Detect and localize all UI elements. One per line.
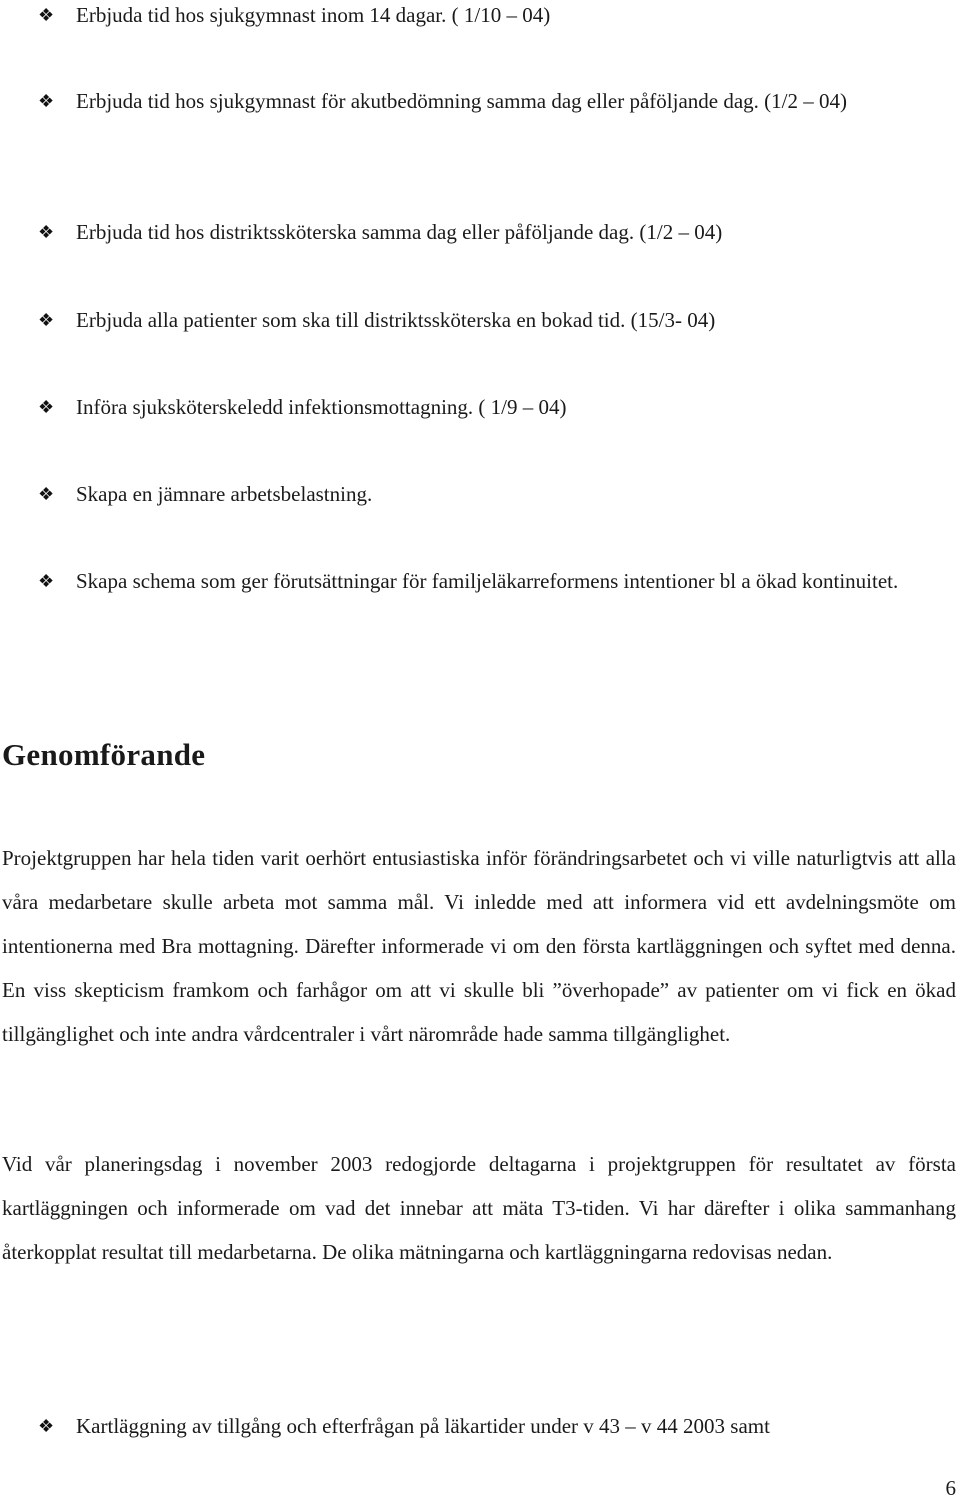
diamond-bullet-icon: ❖ [38,1416,55,1436]
diamond-bullet-icon: ❖ [38,397,55,417]
diamond-bullet-icon: ❖ [38,91,55,111]
list-item-text: Kartläggning av tillgång och efterfrågan på läkartider under v 43 – v 44 2003 samt [76,1414,770,1438]
list-item-text: Erbjuda tid hos sjukgymnast för akutbedömning samma dag eller påföljande dag. (1/2 – 04) [76,89,847,113]
list-item-text: Införa sjuksköterskeledd infektionsmottagning. ( 1/9 – 04) [76,395,567,419]
diamond-bullet-icon: ❖ [38,484,55,504]
section-heading: Genomförande [2,737,206,772]
list-item-text: Skapa schema som ger förutsättningar för familjeläkarreformens intentioner bl a ökad kontinuitet. [76,569,899,593]
page-number: 6 [945,1476,956,1500]
body-paragraph: Vid vår planeringsdag i november 2003 redogjorde deltagarna i projektgruppen för resultatet av första kartläggningen och informerade om vad det innebar att mäta T3-tiden. Vi har därefter i olika sammanhang återkopplat resultat till medarbetarna. De olika mätningarna och kartläggningarna redovisas nedan. [2,1152,956,1264]
list-item [38,79,956,123]
diamond-bullet-icon: ❖ [38,222,55,242]
diamond-bullet-icon: ❖ [38,571,55,591]
list-item-text: Erbjuda tid hos distriktssköterska samma dag eller påföljande dag. (1/2 – 04) [76,220,723,244]
list-item-text: Erbjuda alla patienter som ska till distriktssköterska en bokad tid. (15/3- 04) [76,308,716,332]
diamond-bullet-icon: ❖ [38,5,55,25]
list-item [38,472,956,516]
list-item [38,0,956,37]
list-item [38,1404,956,1448]
list-item [38,559,956,603]
body-paragraph: Projektgruppen har hela tiden varit oerhört entusiastiska inför förändringsarbetet och vi ville naturligtvis att alla våra medarbetare skulle arbeta mot samma mål. Vi inledde med att informera vid ett avdelningsmöte om intentionerna med Bra mottagning. Därefter informerade vi om den första kartläggningen och syftet med denna. En viss skepticism framkom och farhågor om att vi skulle bli ”överhopade” av patienter om vi fick en ökad tillgänglighet och inte andra vårdcentraler i vårt närområde hade samma tillgänglighet. [2,846,956,1046]
list-item [38,210,956,254]
diamond-bullet-icon: ❖ [38,310,55,330]
list-item [38,298,956,342]
list-item-text: Erbjuda tid hos sjukgymnast inom 14 dagar. ( 1/10 – 04) [76,3,551,27]
list-item-text: Skapa en jämnare arbetsbelastning. [76,482,373,506]
list-item [38,385,956,429]
